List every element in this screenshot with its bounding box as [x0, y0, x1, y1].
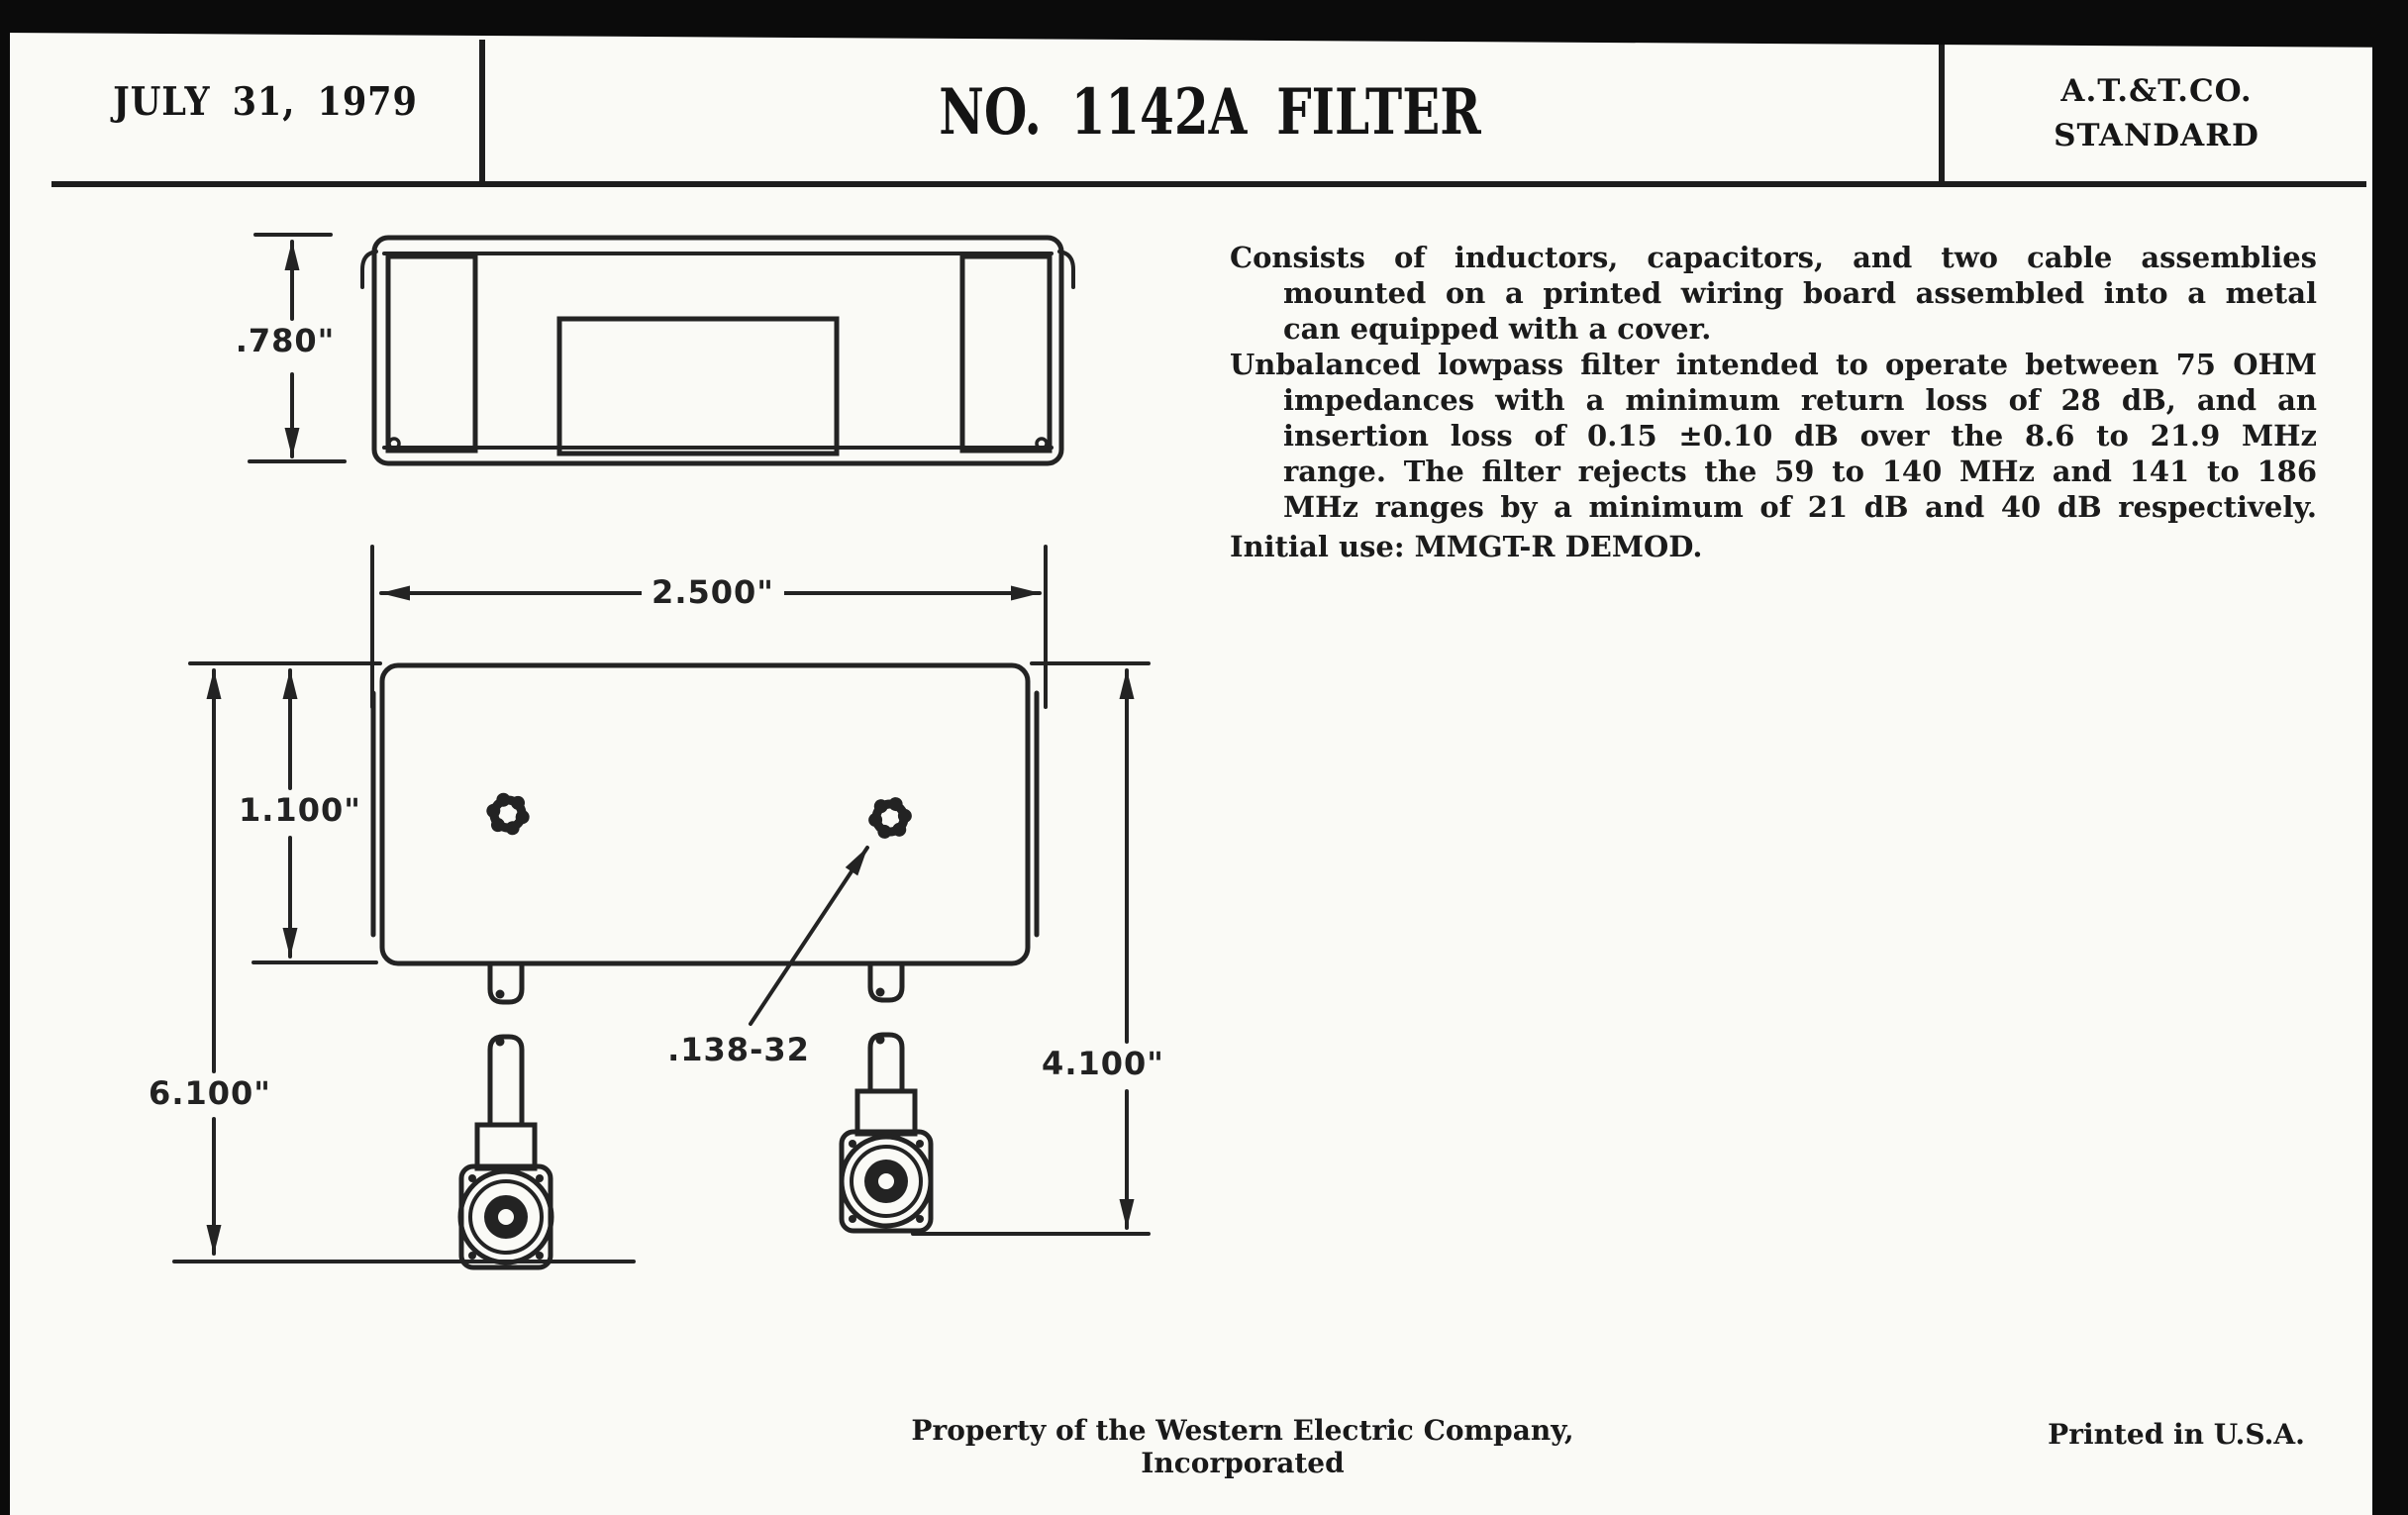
can-front-outline [382, 665, 1028, 963]
standard-label: STANDARD [2054, 118, 2259, 153]
corner-detail-right [1037, 439, 1047, 449]
coax-connector-icon [842, 965, 931, 1231]
terminal-pin-lower [490, 1037, 522, 1125]
label-plate [559, 319, 837, 454]
description-line: can equipped with a cover. [1283, 312, 1712, 346]
terminal-pin-upper [870, 965, 902, 1000]
side-view-drawing [250, 235, 1073, 463]
terminal-pin-lower [870, 1035, 902, 1091]
thread-leader-arrow [751, 848, 867, 1024]
description-line: mounted on a printed wiring board assembled into a metal [1283, 276, 2317, 310]
scan-edge-right [2372, 0, 2408, 1515]
dim-label-height: .780" [232, 321, 339, 360]
description-paragraph [1230, 347, 2317, 525]
dim-label-width: 2.500" [642, 572, 784, 612]
connector-body [857, 1091, 915, 1134]
front-view-drawing [174, 547, 1149, 1267]
lock-washer-icon [482, 790, 533, 838]
connector-body [477, 1125, 535, 1168]
description-paragraph [1230, 240, 2317, 347]
connector-center-pin [878, 1173, 894, 1189]
dim-label-overall-height: 6.100" [149, 1074, 271, 1112]
dim-label-connector-height: 4.100" [1042, 1045, 1164, 1082]
description-line: Unbalanced lowpass filter intended to operate between 75 OHM [1230, 348, 2317, 381]
document-date: JULY 31, 1979 [113, 79, 418, 125]
property-notice: Property of the Western Electric Company, Incorporated [911, 1414, 1574, 1479]
lock-washer-icon [865, 795, 914, 841]
printed-in-usa: Printed in U.S.A. [2048, 1418, 2305, 1451]
terminal-pin-upper [490, 965, 522, 1002]
description-paragraph [1230, 529, 2317, 564]
mounting-tab-right [962, 256, 1050, 451]
description-line: range. The filter rejects the 59 to 140 MHz and 141 to 186 [1283, 454, 2317, 488]
thread-spec-label: .138-32 [665, 1030, 812, 1069]
scan-edge-left [0, 0, 10, 1515]
description-line: MHz ranges by a minimum of 21 dB and 40 dB respectively. [1283, 490, 2317, 524]
connector-center-pin [498, 1209, 514, 1225]
initial-use-line: Initial use: MMGT-R DEMOD. [1230, 530, 1703, 563]
dimension-lines [174, 547, 1149, 1262]
document-title: NO. 1142A FILTER [939, 75, 1481, 150]
coax-connector-icon [460, 965, 552, 1267]
description-line: Consists of inductors, capacitors, and two cable assemblies [1230, 241, 2317, 274]
mounting-tab-left [388, 256, 475, 451]
dim-label-body-height: 1.100" [239, 791, 361, 829]
standard-company: A.T.&T.CO. [2060, 73, 2253, 109]
corner-detail-left [389, 439, 399, 449]
description-line: impedances with a minimum return loss of 28 dB, and an [1283, 383, 2317, 417]
description-line: insertion loss of 0.15 ±0.10 dB over the 8.6 to 21.9 MHz [1283, 419, 2317, 453]
description-block [1230, 240, 2317, 564]
